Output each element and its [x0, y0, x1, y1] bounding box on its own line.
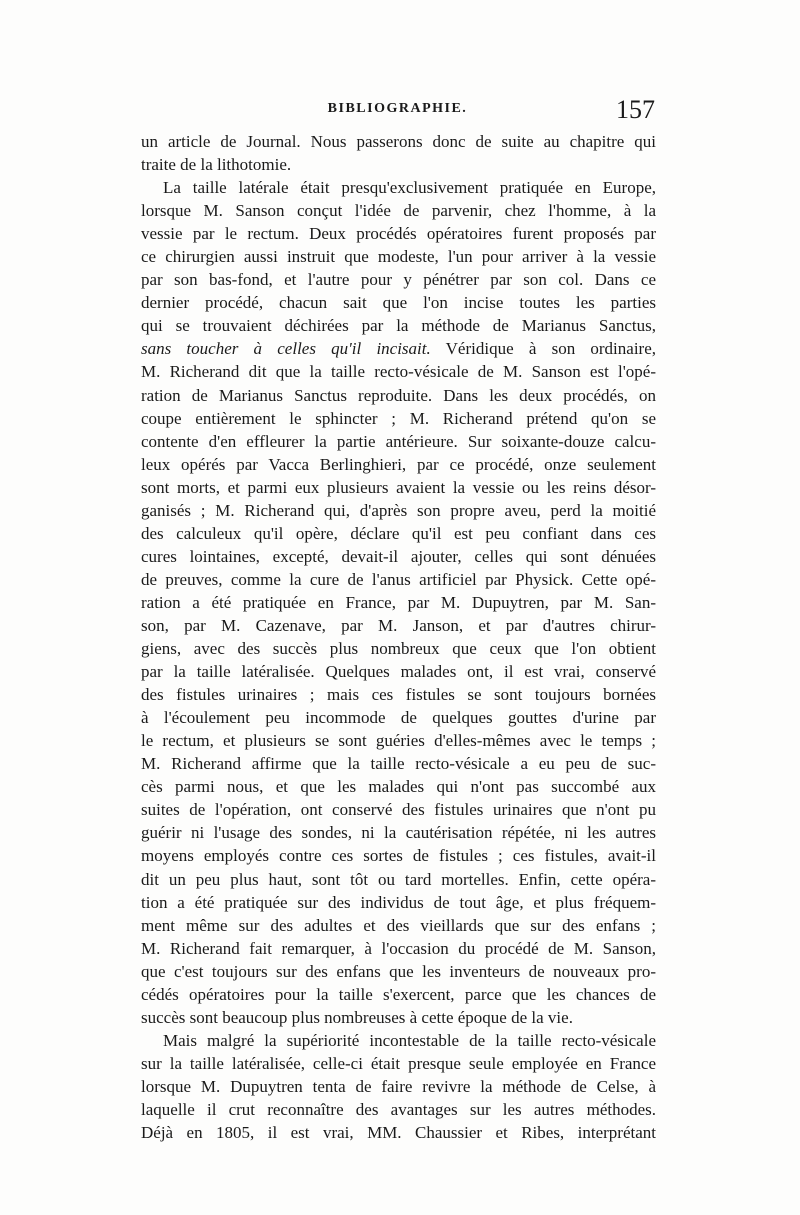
text-line: par son bas-fond, et l'autre pour y pénétrer par son col. Dans ce — [141, 270, 656, 290]
text-line: de preuves, comme la cure de l'anus artificiel par Physick. Cette opé- — [141, 569, 656, 589]
text-line: cures lointaines, excepté, devait-il ajouter, celles qui sont dénuées — [141, 546, 656, 566]
text-line: vessie par le rectum. Deux procédés opératoires furent proposés par — [141, 224, 656, 244]
text-line: succès sont beaucoup plus nombreuses à cette époque de la vie. — [141, 1007, 573, 1027]
text-line: Déjà en 1805, il est vrai, MM. Chaussier et Ribes, interprétant — [141, 1123, 656, 1143]
text-line: ganisés ; M. Richerand qui, d'après son propre aveu, perd la moitié — [141, 500, 656, 520]
text-line: ce chirurgien aussi instruit que modeste, l'un pour arriver à la vessie — [141, 247, 656, 267]
text-line: dit un peu plus haut, sont tôt ou tard mortelles. Enfin, cette opéra- — [141, 869, 656, 889]
text-line: coupe entièrement le sphincter ; M. Richerand prétend qu'on se — [141, 408, 656, 428]
text-line: son, par M. Cazenave, par M. Janson, et par d'autres chirur- — [141, 615, 656, 635]
text-line: M. Richerand dit que la taille recto-vésicale de M. Sanson est l'opé- — [141, 362, 656, 382]
running-title: BIBLIOGRAPHIE. — [327, 101, 468, 116]
text-line: lorsque M. Sanson conçut l'idée de parvenir, chez l'homme, à la — [141, 201, 656, 221]
text-line: le rectum, et plusieurs se sont guéries d'elles-mêmes avec le temps ; — [141, 731, 656, 751]
text-line: cédés opératoires pour la taille s'exercent, parce que les chances de — [141, 984, 656, 1004]
text-line: par la taille latéralisée. Quelques malades ont, il est vrai, conservé — [141, 662, 656, 682]
text-line: leux opérés par Vacca Berlinghieri, par ce procédé, onze seulement — [141, 454, 656, 474]
text-line: guérir ni l'usage des sondes, ni la cautérisation répétée, ni les autres — [141, 823, 656, 843]
text-line: à l'écoulement peu incommode de quelques gouttes d'urine par — [141, 708, 656, 728]
text-line: sur la taille latéralisée, celle-ci était presque seule employée en France — [141, 1053, 656, 1073]
text-line: La taille latérale était presqu'exclusivement pratiquée en Europe, — [163, 178, 656, 198]
text-line: M. Richerand affirme que la taille recto-vésicale a eu peu de suc- — [141, 754, 656, 774]
text-line: Mais malgré la supériorité incontestable de la taille recto-vésicale — [163, 1030, 656, 1050]
text-line: cès parmi nous, et que les malades qui n'ont pas succombé aux — [141, 777, 656, 797]
italic-quote: sans toucher à celles qu'il incisait. — [141, 339, 431, 359]
body-text — [141, 130, 656, 1144]
text-line: des fistules urinaires ; mais ces fistules se sont toujours bornées — [141, 685, 656, 705]
text-line: M. Richerand fait remarquer, à l'occasion du procédé de M. Sanson, — [141, 938, 656, 958]
text-line: ment même sur des adultes et des vieillards que sur des enfans ; — [141, 915, 656, 935]
text-line: un article de Journal. Nous passerons donc de suite au chapitre qui — [141, 132, 656, 151]
text-line: contente d'en effleurer la partie antérieure. Sur soixante-douze calcu- — [141, 431, 656, 451]
text-fragment: Véridique à son ordinaire, — [445, 339, 656, 359]
text-line: dernier procédé, chacun sait que l'on incise toutes les parties — [141, 293, 656, 313]
text-line: giens, avec des succès plus nombreux que ceux que l'on obtient — [141, 639, 656, 659]
text-line: sont morts, et parmi eux plusieurs avaient la vessie ou les reins désor- — [141, 477, 656, 497]
running-head — [140, 95, 655, 129]
text-line: lorsque M. Dupuytren tenta de faire revivre la méthode de Celse, à — [141, 1076, 656, 1096]
text-line: ration de Marianus Sanctus reproduite. Dans les deux procédés, on — [141, 385, 656, 405]
text-line: tion a été pratiquée sur des individus de tout âge, et plus fréquem- — [141, 892, 656, 912]
text-line: moyens employés contre ces sortes de fistules ; ces fistules, avait-il — [141, 846, 656, 866]
text-line: que c'est toujours sur des enfans que les inventeurs de nouveaux pro- — [141, 961, 656, 981]
text-line: ration a été pratiquée en France, par M. Dupuytren, par M. San- — [141, 592, 656, 612]
text-line: des calculeux qu'il opère, déclare qu'il est peu confiant dans ces — [141, 523, 656, 543]
text-line: suites de l'opération, ont conservé des fistules urinaires que n'ont pu — [141, 800, 656, 820]
text-line: traite de la lithotomie. — [141, 155, 292, 175]
text-line — [141, 337, 656, 360]
text-line: laquelle il crut reconnaître des avantages sur les autres méthodes. — [141, 1099, 656, 1119]
page-number: 157 — [616, 95, 655, 124]
text-line: qui se trouvaient déchirées par la méthode de Marianus Sanctus, — [141, 316, 656, 336]
